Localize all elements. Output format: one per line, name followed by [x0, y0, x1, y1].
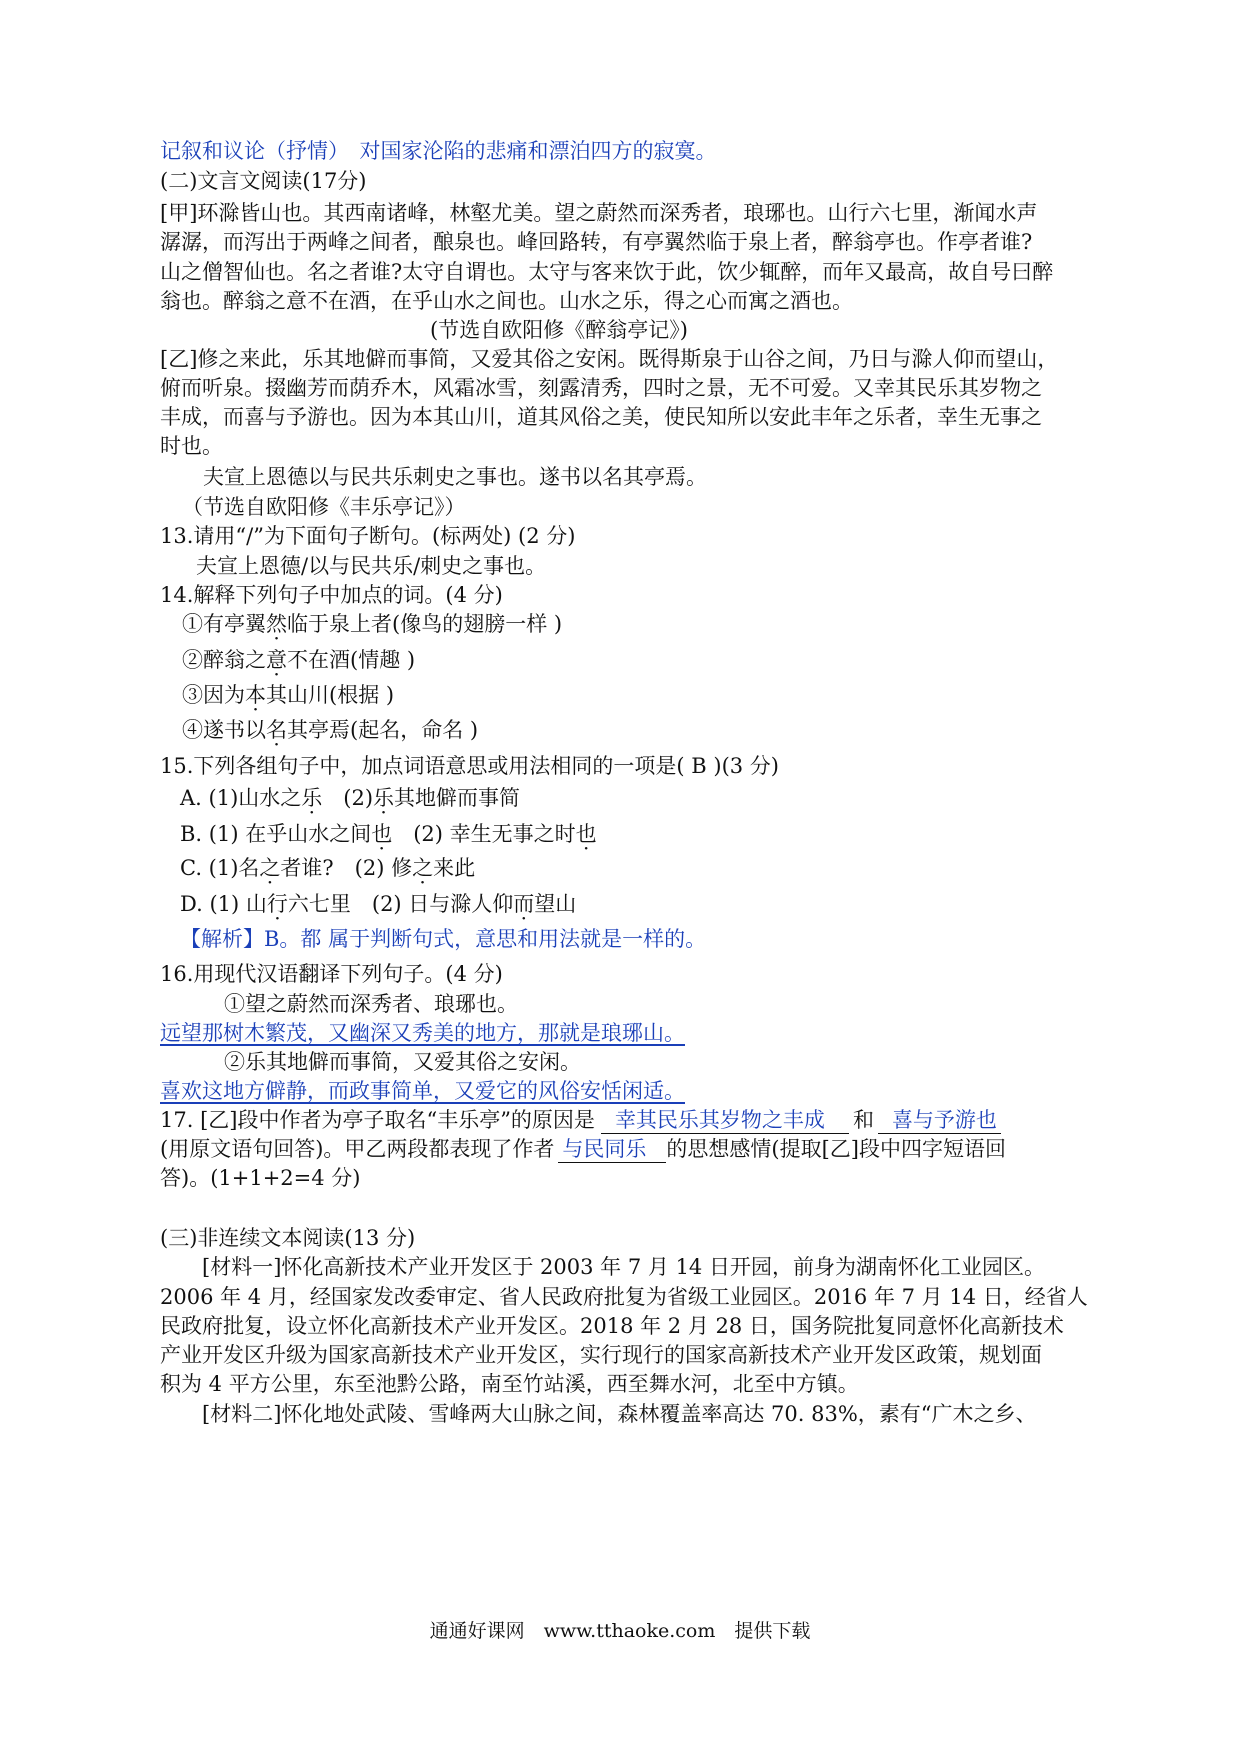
passage-yi-line: [乙]修之来此，乐其地僻而事简，又爱其俗之安闲。既得斯泉于山谷之间，乃日与滁人仰而望山， [160, 347, 1059, 371]
answer-blank: 与民同乐 [558, 1136, 666, 1163]
material-1-line: [材料一]怀化高新技术产业开发区于 2003 年 7 月 14 日开园，前身为湖南怀化工业园区。 [160, 1255, 1045, 1279]
question-14-item: ③因为本其山川(根据 ) [182, 683, 395, 707]
passage-jia-line: [甲]环滁皆山也。其西南诸峰，林壑尤美。望之蔚然而深秀者，琅琊也。山行六七里，渐闻水声 [160, 201, 1038, 225]
question-14-item: ①有亭翼然临于泉上者(像鸟的翅膀一样 ) [182, 612, 563, 636]
question-15-option: B. (1) 在乎山水之间也 (2) 幸生无事之时也 [180, 822, 597, 846]
section-heading: (三)非连续文本阅读(13 分) [160, 1226, 416, 1250]
question-17-line: 17. [乙]段中作者为亭子取名“丰乐亭”的原因是 幸其民乐其岁物之丰成 和 喜与予游也 [160, 1106, 1001, 1134]
question-14-item: ②醉翁之意不在酒(情趣 ) [182, 648, 416, 672]
question-13-answer: 夫宣上恩德/以与民共乐/刺史之事也。 [196, 554, 547, 578]
question-16: 16.用现代汉语翻译下列句子。(4 分) [160, 962, 503, 986]
material-2-line: [材料二]怀化地处武陵、雪峰两大山脉之间，森林覆盖率高达 70. 83%，素有“广木之乡、 [160, 1402, 1037, 1426]
question-15: 15.下列各组句子中，加点词语意思或用法相同的一项是( B )(3 分) [160, 754, 779, 778]
page-footer: 通通好课网 www.tthaoke.com 提供下载 [429, 1620, 811, 1642]
passage-yi-line: 夫宣上恩德以与民共乐刺史之事也。遂书以名其亭焉。 [203, 465, 707, 489]
passage-jia-line: 翁也。醉翁之意不在酒，在乎山水之间也。山水之乐，得之心而寓之酒也。 [160, 289, 853, 313]
passage-jia-line: 山之僧智仙也。名之者谁?太守自谓也。太守与客来饮于此，饮少辄醉，而年又最高，故自号曰醉 [160, 260, 1054, 284]
material-1-line: 产业开发区升级为国家高新技术产业开发区，实行现行的国家高新技术产业开发区政策，规划面 [160, 1343, 1042, 1367]
material-1-line: 民政府批复，设立怀化高新技术产业开发区。2018 年 2 月 28 日，国务院批复同意怀化高新技术 [160, 1314, 1064, 1338]
passage-yi-line: 俯而听泉。掇幽芳而荫乔木，风霜冰雪，刻露清秀，四时之景，无不可爱。又幸其民乐其岁物之 [160, 376, 1042, 400]
question-15-option: D. (1) 山行六七里 (2) 日与滁人仰而望山 [180, 892, 577, 916]
question-15-analysis: 【解析】B。都 属于判断句式，意思和用法就是一样的。 [180, 927, 707, 951]
question-17-line: 答)。(1+1+2=4 分) [160, 1166, 361, 1190]
answer-line: 记叙和议论（抒情） 对国家沦陷的悲痛和漂泊四方的寂寞。 [160, 139, 717, 163]
answer-blank: 喜与予游也 [878, 1107, 1001, 1134]
passage-source: （节选自欧阳修《丰乐亭记》） [182, 495, 466, 519]
passage-jia-line: 潺潺，而泻出于两峰之间者，酿泉也。峰回路转，有亭翼然临于泉上者，醉翁亭也。作亭者谁? [160, 230, 1033, 254]
section-heading: (二)文言文阅读(17分) [160, 169, 367, 193]
question-14: 14.解释下列句子中加点的词。(4 分) [160, 583, 503, 607]
material-1-line: 积为 4 平方公里，东至池黔公路，南至竹站溪，西至舞水河，北至中方镇。 [160, 1372, 859, 1396]
question-15-option: A. (1)山水之乐 (2)乐其地僻而事简 [180, 786, 521, 810]
question-16-answer: 喜欢这地方僻静，而政事简单，又爱它的风俗安恬闲适。 [160, 1079, 685, 1103]
passage-yi-line: 丰成，而喜与予游也。因为本其山川，道其风俗之美，使民知所以安此丰年之乐者，幸生无事之 [160, 405, 1042, 429]
passage-source: (节选自欧阳修《醉翁亭记》) [430, 318, 688, 342]
question-14-item: ④遂书以名其亭焉(起名，命名 ) [182, 718, 479, 742]
question-15-option: C. (1)名之者谁? (2) 修之来此 [180, 856, 476, 880]
question-17-line: (用原文语句回答)。甲乙两段都表现了作者 与民同乐 的思想感情(提取[乙]段中四字短语回 [160, 1137, 1006, 1161]
question-16-answer: 远望那树木繁茂，又幽深又秀美的地方，那就是琅琊山。 [160, 1021, 685, 1045]
question-16-sentence: ②乐其地僻而事简，又爱其俗之安闲。 [224, 1050, 581, 1074]
material-1-line: 2006 年 4 月，经国家发改委审定、省人民政府批复为省级工业园区。2016 年 7 月 14 日，经省人 [160, 1285, 1088, 1309]
question-13: 13.请用“/”为下面句子断句。(标两处) (2 分) [160, 524, 576, 548]
question-16-sentence: ①望之蔚然而深秀者、琅琊也。 [224, 992, 518, 1016]
passage-yi-line: 时也。 [160, 434, 223, 458]
answer-blank: 幸其民乐其岁物之丰成 [601, 1107, 849, 1134]
